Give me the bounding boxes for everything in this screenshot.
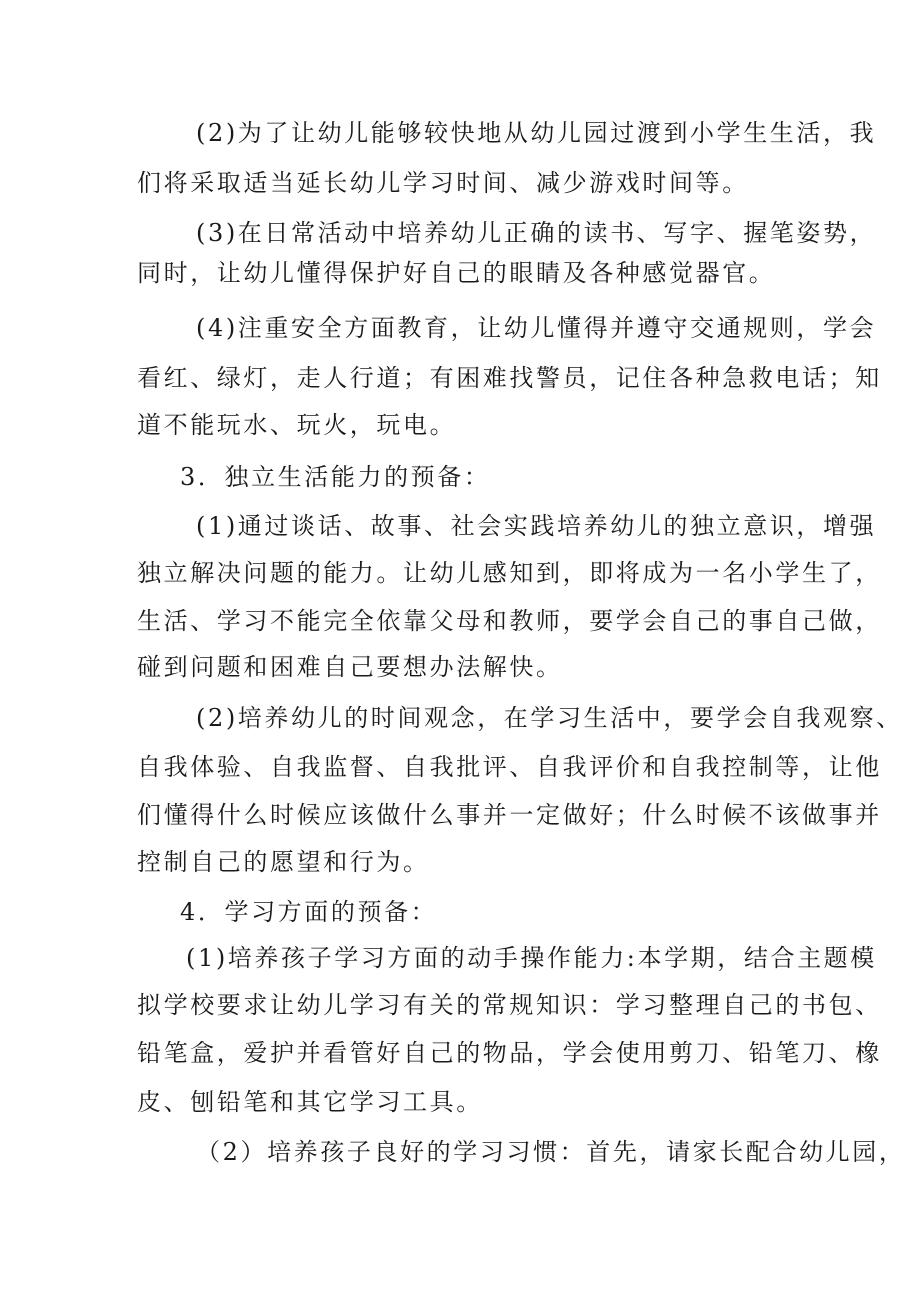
paragraph-line: 生活、学习不能完全依靠父母和教师，要学会自己的事自己做， bbox=[137, 607, 882, 635]
paragraph-line: 看红、绿灯，走人行道；有困难找警员，记住各种急救电话；知 bbox=[137, 364, 882, 392]
paragraph-line: 们懂得什么时候应该做什么事并一定做好；什么时候不该做事并 bbox=[137, 801, 882, 829]
paragraph-line: (2)培养幼儿的时间观念，在学习生活中，要学会自我观察、 bbox=[196, 704, 903, 732]
paragraph-line: 拟学校要求让幼儿学习有关的常规知识：学习整理自己的书包、 bbox=[137, 991, 882, 1019]
paragraph-line: 自我体验、自我监督、自我批评、自我评价和自我控制等，让他 bbox=[137, 753, 882, 781]
paragraph-line: 同时，让幼儿懂得保护好自己的眼睛及各种感觉器官。 bbox=[137, 259, 776, 287]
section-heading: 4．学习方面的预备： bbox=[180, 898, 438, 926]
section-heading: 3．独立生活能力的预备： bbox=[180, 463, 491, 491]
paragraph-line: 们将采取适当延长幼儿学习时间、减少游戏时间等。 bbox=[137, 169, 749, 197]
paragraph-line: 控制自己的愿望和行为。 bbox=[137, 848, 430, 876]
paragraph-line: (4)注重安全方面教育，让幼儿懂得并遵守交通规则，学会 bbox=[196, 314, 877, 342]
paragraph-line: (2)为了让幼儿能够较快地从幼儿园过渡到小学生生活，我 bbox=[196, 119, 877, 147]
paragraph-line: 碰到问题和困难自己要想办法解快。 bbox=[137, 653, 563, 681]
paragraph-line: 道不能玩水、玩火，玩电。 bbox=[137, 411, 457, 439]
paragraph-line: 皮、刨铅笔和其它学习工具。 bbox=[137, 1088, 483, 1116]
paragraph-line: (1)通过谈话、故事、社会实践培养幼儿的独立意识，增强 bbox=[196, 512, 877, 540]
paragraph-line: 独立解决问题的能力。让幼儿感知到，即将成为一名小学生了， bbox=[137, 559, 882, 587]
paragraph-line: (1)培养孩子学习方面的动手操作能力:本学期，结合主题模 bbox=[186, 944, 877, 972]
paragraph-line: 铅笔盒，爱护并看管好自己的物品，学会使用剪刀、铅笔刀、橡 bbox=[137, 1039, 882, 1067]
paragraph-line: （2）培养孩子良好的学习习惯：首先，请家长配合幼儿园， bbox=[196, 1138, 906, 1166]
paragraph-line: (3)在日常活动中培养幼儿正确的读书、写字、握笔姿势， bbox=[196, 219, 877, 247]
